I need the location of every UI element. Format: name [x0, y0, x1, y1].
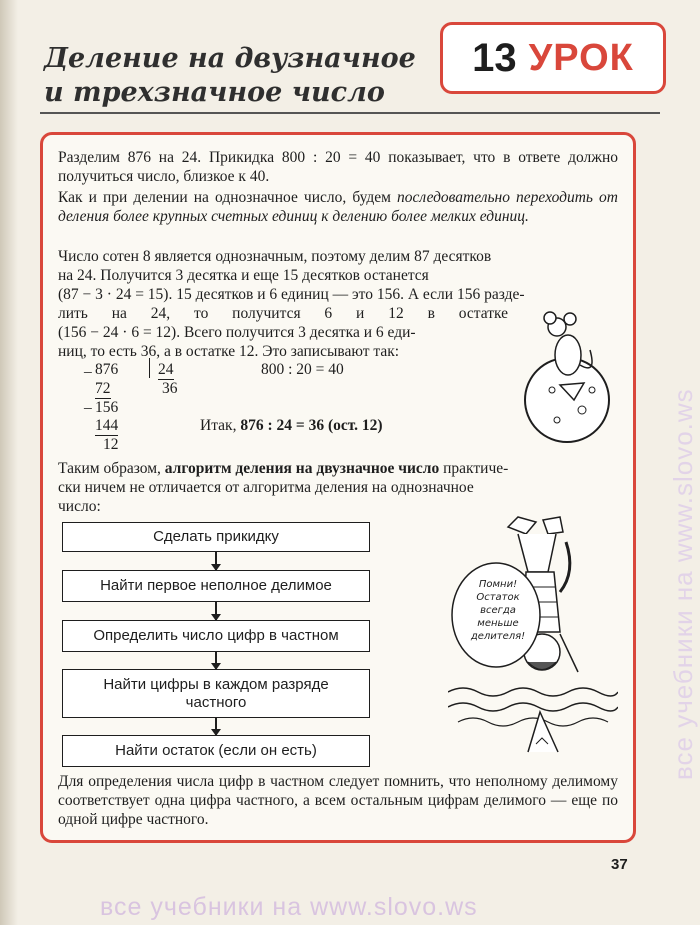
- subtrahend-1: [95, 379, 111, 399]
- paragraph-conclusion: Для определения числа цифр в частном следует помнить, что неполному делимому соответствует одна цифра частного, а всем остальным цифрам делимого — еще по одной цифре частного.: [58, 773, 618, 828]
- explanation-line-5: (156 − 24 · 6 = 12). Всего получится 3 десятка и 6 еди-: [58, 324, 416, 341]
- page-number: 37: [611, 856, 628, 873]
- lesson-word: УРОК: [528, 36, 634, 79]
- algorithm-line-1: [58, 459, 618, 478]
- bubble-line-2: Остаток: [476, 592, 520, 603]
- divisor-value: 24: [158, 361, 174, 378]
- flow-arrow-1: [215, 552, 217, 570]
- minus-sign-1: _: [84, 358, 92, 375]
- partial-dividend: 156: [95, 399, 119, 416]
- lesson-badge: [440, 22, 666, 94]
- page-spine-shadow: [0, 0, 18, 925]
- algorithm-lead: Таким образом,: [58, 460, 165, 477]
- paragraph-intro: Разделим 876 на 24. Прикидка 800 : 20 = 40 показывает, что в ответе должно получиться число, близкое к 40.: [58, 149, 618, 185]
- title-line-2: и трехзначное число: [44, 77, 385, 108]
- divisor: [158, 360, 174, 380]
- algorithm-bold: алгоритм деления на двузначное число: [164, 460, 440, 477]
- dividend: 876: [95, 361, 119, 378]
- algorithm-line-3: число:: [58, 498, 101, 515]
- title-line-1: Деление на двузначное: [44, 43, 416, 74]
- flow-step-5: Найти остаток (если он есть): [62, 735, 370, 767]
- speech-bubble: [460, 578, 536, 643]
- bubble-line-1: Помни!: [478, 579, 518, 590]
- subtrahend-2: [95, 416, 118, 436]
- explanation-line-4: лить на 24, то получится 6 и 12 в остатке: [58, 305, 508, 322]
- explanation-line-3: (87 − 3 · 24 = 15). 15 десятков и 6 единиц — это 156. А если 156 разде-: [58, 286, 525, 303]
- paragraph-algorithm: [58, 459, 618, 516]
- lesson-number: 13: [472, 35, 517, 80]
- result-lead: Итак,: [200, 417, 241, 434]
- paragraph-method-italic: последовательно переходить от деления более крупных счетных единиц к делению более мелких единиц.: [58, 189, 618, 225]
- watermark-bottom: все учебники на www.slovo.ws: [100, 893, 478, 921]
- algorithm-rest: практиче-: [439, 460, 509, 477]
- bubble-line-4: меньше: [477, 618, 519, 629]
- estimate-formula: 800 : 20 = 40: [261, 361, 344, 378]
- result-line: [200, 416, 383, 435]
- flow-step-2: Найти первое неполное делимое: [62, 570, 370, 602]
- subtrahend-2-value: 144: [95, 417, 119, 434]
- bubble-line-5: делителя!: [470, 631, 526, 642]
- subtrahend-1-value: 72: [95, 380, 111, 397]
- minus-sign-2: _: [84, 394, 92, 411]
- page-title: [44, 42, 416, 110]
- flow-step-1: Сделать прикидку: [62, 522, 370, 552]
- paragraph-explanation: [58, 247, 525, 361]
- flow-arrow-2: [215, 602, 217, 620]
- explanation-line-2: на 24. Получится 3 десятка и еще 15 десятков останется: [58, 267, 429, 284]
- remainder: 12: [103, 436, 119, 453]
- flow-step-3: Определить число цифр в частном: [62, 620, 370, 652]
- mouse-cheese-illustration: [512, 305, 622, 445]
- result-formula: 876 : 24 = 36 (ост. 12): [240, 417, 383, 434]
- quotient: 36: [162, 380, 178, 397]
- paragraph-method: [58, 188, 618, 226]
- flow-step-4: Найти цифры в каждом разряде частного: [62, 669, 370, 718]
- algorithm-line-2: ски ничем не отличается от алгоритма деления на однозначное: [58, 479, 474, 496]
- flow-arrow-4: [215, 718, 217, 735]
- watermark-side: все учебники на www.slovo.ws: [668, 388, 698, 780]
- title-rule: [40, 112, 660, 114]
- explanation-line-1: Число сотен 8 является однозначным, поэтому делим 87 десятков: [58, 248, 492, 265]
- division-bar: [149, 358, 150, 378]
- explanation-line-6: ниц, то есть 36, а в остатке 12. Это записывают так:: [58, 343, 400, 360]
- bubble-line-3: всегда: [480, 605, 516, 616]
- flow-arrow-3: [215, 652, 217, 669]
- paragraph-method-lead: Как и при делении на однозначное число, будем: [58, 189, 398, 206]
